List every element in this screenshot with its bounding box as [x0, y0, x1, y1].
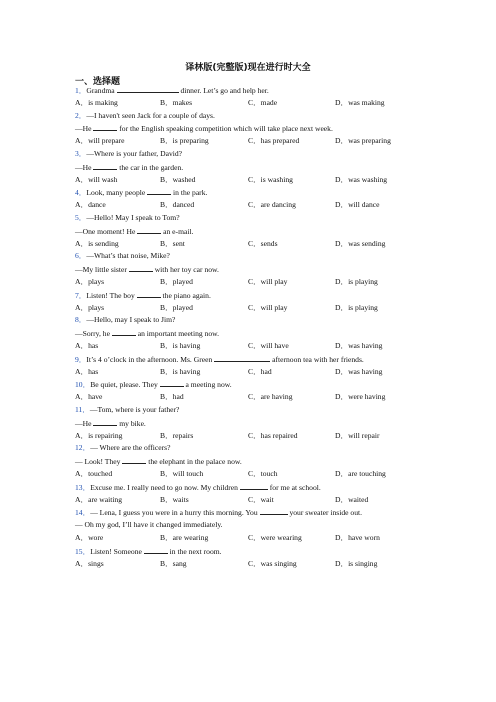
- question-stem-line: [75, 315, 175, 325]
- answer-option[interactable]: C．were wearing: [248, 533, 302, 542]
- question-stem-line: [75, 264, 219, 275]
- answer-option[interactable]: B．washed: [160, 174, 196, 184]
- question-text: the piano again.: [160, 290, 211, 300]
- answer-option[interactable]: A．touched: [75, 469, 113, 478]
- answer-option[interactable]: B．are wearing: [160, 533, 209, 542]
- question-text: —My little sister: [75, 265, 129, 275]
- question-number: 13．: [75, 482, 91, 492]
- answer-option[interactable]: A．will wash: [75, 174, 118, 184]
- question-stem-line: [75, 187, 207, 198]
- question-number: 15．: [75, 546, 91, 556]
- question-number: 4．: [75, 188, 87, 198]
- question-text: my bike.: [117, 418, 146, 428]
- answer-option[interactable]: B．makes: [160, 97, 193, 107]
- question-text: for the English speaking competition which will take place next week.: [117, 124, 333, 134]
- answer-option[interactable]: B．sang: [160, 558, 187, 568]
- answer-blank[interactable]: [93, 123, 117, 131]
- question-number: 1．: [75, 86, 87, 95]
- answer-option[interactable]: B．repairs: [160, 430, 194, 440]
- answer-option[interactable]: D．was preparing: [335, 136, 391, 146]
- question-text: —He: [75, 124, 94, 134]
- question-text: Be quiet, please. They: [90, 380, 160, 390]
- answer-option[interactable]: D．was making: [335, 97, 385, 107]
- question-stem-line: [75, 328, 219, 339]
- answer-option[interactable]: A．dance: [75, 200, 106, 210]
- question-number: 7．: [75, 290, 87, 300]
- answer-option[interactable]: B．played: [160, 277, 193, 286]
- answer-option[interactable]: D．is playing: [335, 302, 378, 312]
- answer-option[interactable]: D．were having: [335, 392, 386, 402]
- answer-option[interactable]: A．is repairing: [75, 430, 123, 440]
- answer-blank[interactable]: [122, 456, 146, 464]
- answer-option[interactable]: C．is washing: [248, 174, 293, 184]
- answer-option[interactable]: C．made: [248, 97, 278, 107]
- answer-option[interactable]: B．had: [160, 392, 184, 402]
- answer-option[interactable]: D．have worn: [335, 533, 380, 542]
- answer-option[interactable]: D．is singing: [335, 558, 378, 568]
- answer-blank[interactable]: [144, 546, 168, 554]
- answer-option[interactable]: A．plays: [75, 277, 105, 286]
- question-stem-line: [75, 443, 170, 453]
- answer-option[interactable]: A．is making: [75, 97, 118, 107]
- question-number: 8．: [75, 315, 87, 325]
- question-stem-line: [75, 290, 211, 301]
- answer-option[interactable]: D．waited: [335, 494, 369, 504]
- answer-option[interactable]: C．are dancing: [248, 200, 296, 210]
- question-number: 10．: [75, 380, 91, 390]
- question-number: 9．: [75, 354, 87, 364]
- question-stem-line: [75, 123, 333, 134]
- question-number: 5．: [75, 213, 87, 222]
- question-text: for me at school.: [267, 482, 321, 492]
- answer-option[interactable]: C．wait: [248, 494, 274, 504]
- question-stem-line: [75, 213, 180, 223]
- answer-option[interactable]: C．are having: [248, 392, 293, 402]
- question-text: Listen! The boy: [86, 290, 137, 300]
- question-stem-line: [75, 418, 146, 429]
- answer-option[interactable]: B．is having: [160, 366, 201, 376]
- question-text: your sweater inside out.: [287, 508, 363, 518]
- question-stem-line: [75, 111, 215, 121]
- answer-option[interactable]: D．was sending: [335, 238, 386, 248]
- question-stem-line: [75, 520, 223, 530]
- question-stem-line: [75, 85, 269, 96]
- answer-option[interactable]: A．is sending: [75, 238, 119, 248]
- question-text: — Lena, I guess you were in a hurry this morning. You: [90, 508, 260, 518]
- question-number: 6．: [75, 251, 87, 261]
- answer-option[interactable]: A．sings: [75, 558, 104, 568]
- question-text: —Hello, may I speak to Jim?: [86, 315, 176, 325]
- question-text: — Look! They: [75, 457, 123, 467]
- answer-option[interactable]: D．was having: [335, 366, 383, 376]
- question-text: — Where are the officers?: [90, 443, 171, 453]
- answer-option[interactable]: A．plays: [75, 302, 105, 312]
- question-text: dinner. Let’s go and help her.: [178, 86, 269, 95]
- question-stem-line: [75, 162, 183, 173]
- answer-option[interactable]: D．will repair: [335, 430, 380, 440]
- answer-option[interactable]: C．sends: [248, 238, 278, 248]
- question-text: an e-mail.: [161, 226, 194, 236]
- question-text: —One moment! He: [75, 226, 138, 236]
- answer-blank[interactable]: [93, 418, 117, 426]
- question-text: —I haven't seen Jack for a couple of days.: [86, 110, 215, 120]
- answer-option[interactable]: D．are touching: [335, 469, 386, 478]
- question-text: Look, many people: [86, 188, 148, 198]
- question-stem-line: [75, 546, 222, 557]
- question-text: Grandma: [86, 86, 117, 95]
- question-number: 2．: [75, 110, 87, 120]
- answer-option[interactable]: D．was washing: [335, 174, 388, 184]
- answer-option[interactable]: B．will touch: [160, 469, 204, 478]
- answer-option[interactable]: D．will dance: [335, 200, 380, 210]
- question-number: 14．: [75, 508, 91, 518]
- answer-option[interactable]: C．will have: [248, 341, 289, 350]
- answer-option[interactable]: B．waits: [160, 494, 189, 504]
- question-text: afternoon tea with her friends.: [270, 354, 364, 364]
- answer-blank[interactable]: [137, 226, 161, 234]
- question-text: —Hello! May I speak to Tom?: [86, 213, 180, 222]
- answer-blank[interactable]: [137, 290, 161, 298]
- question-stem-line: [75, 226, 193, 237]
- answer-option[interactable]: C．has repaired: [248, 430, 298, 440]
- answer-option[interactable]: A．have: [75, 392, 103, 402]
- answer-option[interactable]: A．wore: [75, 533, 104, 542]
- answer-blank[interactable]: [240, 482, 268, 490]
- question-text: —Tom, where is your father?: [89, 405, 180, 414]
- answer-option[interactable]: A．will prepare: [75, 136, 125, 146]
- answer-option[interactable]: A．has: [75, 366, 99, 376]
- question-number: 11．: [75, 405, 90, 414]
- question-stem-line: [75, 354, 364, 365]
- answer-option[interactable]: C．will play: [248, 277, 288, 286]
- answer-option[interactable]: B．played: [160, 302, 193, 312]
- answer-option[interactable]: C．had: [248, 366, 272, 376]
- question-stem-line: [75, 379, 232, 390]
- question-text: the car in the garden.: [117, 162, 184, 172]
- question-stem-line: [75, 507, 362, 518]
- question-text: —Sorry, he: [75, 329, 112, 339]
- question-stem-line: [75, 405, 179, 415]
- answer-option[interactable]: C．was singing: [248, 558, 297, 568]
- answer-blank[interactable]: [160, 379, 184, 387]
- answer-blank[interactable]: [112, 328, 136, 336]
- answer-option[interactable]: D．was having: [335, 341, 383, 350]
- answer-option[interactable]: C．will play: [248, 302, 288, 312]
- section-heading: 一、选择题: [75, 77, 121, 87]
- question-text: Excuse me. I really need to go now. My children: [90, 482, 240, 492]
- answer-blank[interactable]: [129, 264, 153, 272]
- page-title: 译林版(完整版)现在进行时大全: [185, 63, 311, 73]
- answer-option[interactable]: B．is preparing: [160, 136, 209, 146]
- answer-option[interactable]: B．sent: [160, 238, 185, 248]
- question-stem-line: [75, 456, 242, 467]
- answer-blank[interactable]: [147, 187, 171, 195]
- question-text: an important meeting now.: [135, 329, 220, 339]
- answer-option[interactable]: D．is playing: [335, 277, 378, 286]
- answer-option[interactable]: C．touch: [248, 469, 278, 478]
- question-text: —He: [75, 418, 94, 428]
- question-text: It’s 4 o’clock in the afternoon. Ms. Green: [86, 354, 215, 364]
- question-text: —What’s that noise, Mike?: [86, 251, 170, 261]
- question-text: in the park.: [171, 188, 208, 198]
- answer-option[interactable]: A．has: [75, 341, 99, 350]
- question-stem-line: [75, 149, 182, 159]
- question-number: 12．: [75, 443, 91, 453]
- question-text: in the next room.: [167, 546, 222, 556]
- question-text: —Where is your father, David?: [86, 149, 183, 158]
- answer-blank[interactable]: [214, 354, 270, 362]
- answer-option[interactable]: B．danced: [160, 200, 195, 210]
- answer-blank[interactable]: [117, 85, 179, 93]
- answer-blank[interactable]: [93, 162, 117, 170]
- question-text: — Oh my god, I’ll have it changed immediately.: [75, 520, 223, 530]
- question-text: with her toy car now.: [152, 265, 219, 275]
- answer-option[interactable]: A．are waiting: [75, 494, 123, 504]
- question-text: —He: [75, 162, 94, 172]
- answer-option[interactable]: C．has prepared: [248, 136, 300, 146]
- question-text: the elephant in the palace now.: [146, 457, 242, 467]
- question-text: a meeting now.: [183, 380, 232, 390]
- question-text: Listen! Someone: [90, 546, 144, 556]
- question-number: 3．: [75, 149, 87, 158]
- answer-blank[interactable]: [260, 507, 288, 515]
- question-stem-line: [75, 482, 321, 493]
- question-stem-line: [75, 251, 170, 261]
- answer-option[interactable]: B．is having: [160, 341, 201, 350]
